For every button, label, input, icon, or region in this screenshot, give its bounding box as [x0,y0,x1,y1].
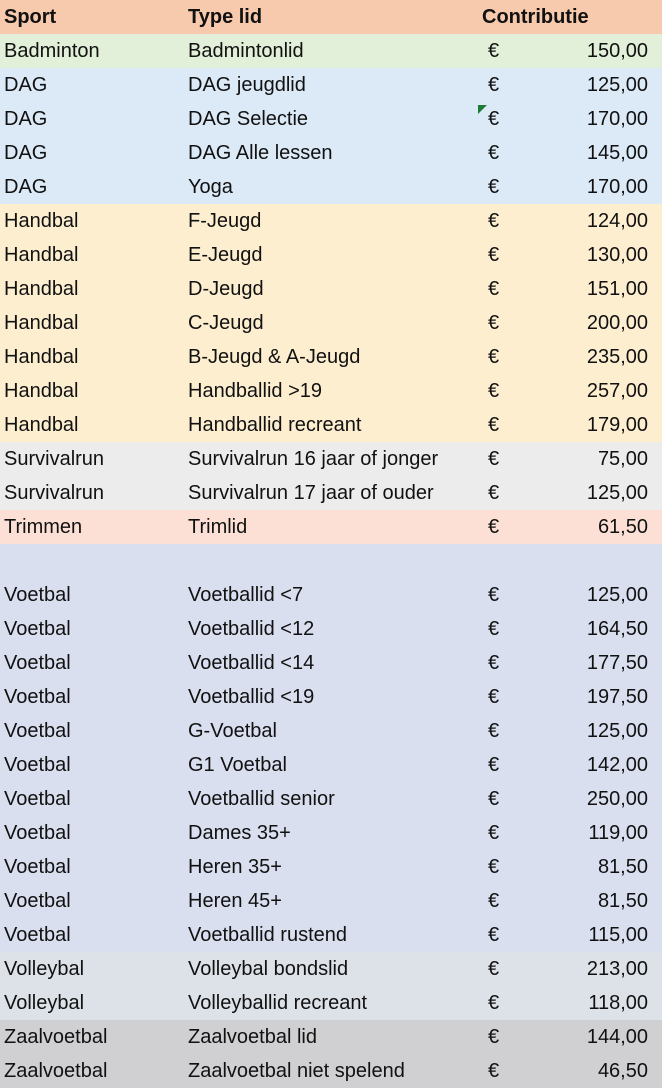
type-cell[interactable]: Voetballid <19 [188,686,315,708]
type-cell[interactable]: DAG Alle lessen [188,142,333,164]
type-cell[interactable]: Yoga [188,176,233,198]
currency-cell[interactable]: € [488,278,500,300]
currency-cell[interactable]: € [488,958,500,980]
type-cell[interactable]: DAG jeugdlid [188,74,306,96]
type-cell[interactable]: E-Jeugd [188,244,263,266]
amount-cell[interactable]: 213,00 [586,958,648,980]
sport-cell[interactable]: Voetbal [4,584,71,606]
table-row [0,68,662,102]
type-cell[interactable]: Volleybal bondslid [188,958,349,980]
amount-cell[interactable]: 145,00 [586,142,648,164]
currency-cell[interactable]: € [488,74,500,96]
amount-cell[interactable]: 125,00 [586,482,648,504]
table-body [0,34,662,1088]
type-cell[interactable]: Zaalvoetbal niet spelend [188,1060,405,1082]
currency-cell[interactable]: € [488,142,500,164]
currency-cell[interactable]: € [488,1060,500,1082]
table-row [0,340,662,374]
currency-cell[interactable]: € [488,618,500,640]
sport-cell[interactable]: Voetbal [4,890,71,912]
table-row [0,612,662,646]
currency-cell[interactable]: € [488,822,500,844]
type-cell[interactable]: G-Voetbal [188,720,277,742]
header-row [0,0,662,34]
table-row [0,442,662,476]
amount-cell[interactable]: 150,00 [586,40,648,62]
table-row [0,272,662,306]
table-row [0,578,662,612]
sport-cell[interactable]: Volleybal [4,992,85,1014]
type-cell[interactable]: Dames 35+ [188,822,291,844]
amount-cell[interactable]: 257,00 [586,380,648,402]
amount-cell[interactable]: 115,00 [588,924,648,946]
currency-cell[interactable]: € [488,346,500,368]
amount-cell[interactable]: 125,00 [586,74,648,96]
sport-cell[interactable]: Badminton [4,40,100,62]
currency-cell[interactable] [480,544,514,578]
table-row [0,136,662,170]
sport-cell[interactable]: Handbal [4,210,79,232]
currency-cell[interactable]: € [488,924,500,946]
sport-cell[interactable]: Handbal [4,312,79,334]
amount-cell[interactable]: 75,00 [597,448,648,470]
sport-cell[interactable]: Voetbal [4,720,71,742]
table-row [0,1054,662,1088]
amount-cell[interactable]: 118,00 [588,992,648,1014]
table-row [0,646,662,680]
currency-cell[interactable]: € [488,448,500,470]
type-cell[interactable]: Handballid >19 [188,380,322,402]
type-cell[interactable]: Zaalvoetbal lid [188,1026,317,1048]
table-row [0,510,662,544]
currency-cell[interactable]: € [488,244,500,266]
type-cell[interactable]: DAG Selectie [188,108,309,130]
amount-cell[interactable]: 144,00 [586,1026,648,1048]
table-row [0,714,662,748]
type-cell[interactable]: C-Jeugd [188,312,264,334]
sport-cell[interactable]: Handbal [4,278,79,300]
type-cell[interactable]: Badmintonlid [188,40,304,62]
sport-cell[interactable]: Handbal [4,244,79,266]
currency-cell[interactable]: € [488,686,500,708]
sport-cell[interactable]: Voetbal [4,754,71,776]
sport-cell[interactable]: Voetbal [4,618,71,640]
table-row [0,680,662,714]
table-row [0,170,662,204]
type-cell[interactable]: Handballid recreant [188,414,362,436]
table-row [0,204,662,238]
table-row [0,374,662,408]
table-row [0,918,662,952]
amount-cell[interactable]: 177,50 [586,652,648,674]
sport-cell[interactable]: Zaalvoetbal [4,1060,108,1082]
header-contribution: Contributie [482,6,589,28]
type-cell[interactable]: D-Jeugd [188,278,264,300]
amount-cell[interactable]: 81,50 [597,856,648,878]
type-cell[interactable]: Volleyballid recreant [188,992,367,1014]
sport-cell[interactable]: Handbal [4,414,79,436]
type-cell[interactable]: G1 Voetbal [188,754,287,776]
amount-cell[interactable]: 124,00 [586,210,648,232]
table-row [0,238,662,272]
sport-cell[interactable]: Volleybal [4,958,85,980]
type-cell[interactable]: B-Jeugd & A-Jeugd [188,346,361,368]
currency-cell[interactable]: € [488,516,500,538]
amount-cell[interactable]: 170,00 [586,176,648,198]
table-row [0,1020,662,1054]
sport-cell[interactable]: Survivalrun [4,482,105,504]
sport-cell[interactable]: DAG [4,74,48,96]
currency-cell[interactable]: € [488,176,500,198]
sport-cell[interactable]: Survivalrun [4,448,105,470]
currency-cell[interactable]: € [488,40,500,62]
sport-cell[interactable]: Handbal [4,380,79,402]
sport-cell[interactable]: Voetbal [4,788,71,810]
amount-cell[interactable]: 179,00 [586,414,648,436]
currency-cell[interactable]: € [488,482,500,504]
currency-cell[interactable]: € [488,856,500,878]
table-row [0,850,662,884]
amount-cell[interactable]: 125,00 [586,584,648,606]
type-cell[interactable]: Voetballid <12 [188,618,315,640]
table-row [0,306,662,340]
sport-cell[interactable]: Voetbal [4,924,71,946]
amount-cell[interactable]: 81,50 [597,890,648,912]
table-row [0,544,662,578]
currency-cell[interactable]: € [488,754,500,776]
type-cell[interactable]: Voetballid <14 [188,652,315,674]
type-cell[interactable]: Voetballid rustend [188,924,348,946]
sport-cell[interactable]: Handbal [4,346,79,368]
table-row [0,816,662,850]
amount-cell[interactable]: 170,00 [586,108,648,130]
table-row [0,476,662,510]
header-type: Type lid [188,6,263,28]
table-row [0,34,662,68]
type-cell[interactable]: Survivalrun 16 jaar of jonger [188,448,439,470]
currency-cell[interactable]: € [488,584,500,606]
table-row [0,952,662,986]
sport-cell[interactable]: Voetbal [4,856,71,878]
type-cell[interactable]: Trimlid [188,516,248,538]
amount-cell[interactable]: 151,00 [586,278,648,300]
currency-cell[interactable]: € [488,788,500,810]
comment-marker-icon [478,105,487,114]
amount-cell[interactable]: 197,50 [586,686,648,708]
type-cell[interactable]: Heren 35+ [188,856,282,878]
sport-cell[interactable] [0,544,184,578]
type-cell[interactable]: F-Jeugd [188,210,262,232]
amount-cell[interactable]: 200,00 [586,312,648,334]
amount-cell[interactable]: 164,50 [586,618,648,640]
table-row [0,986,662,1020]
currency-cell[interactable]: € [488,890,500,912]
amount-cell[interactable]: 61,50 [597,516,648,538]
table-row [0,782,662,816]
amount-cell[interactable]: 235,00 [586,346,648,368]
amount-cell[interactable]: 130,00 [586,244,648,266]
type-cell[interactable]: Voetballid <7 [188,584,304,606]
currency-cell[interactable]: € [488,312,500,334]
currency-cell[interactable]: € [488,1026,500,1048]
currency-cell[interactable]: € [488,414,500,436]
type-cell[interactable]: Voetballid senior [188,788,335,810]
sport-cell[interactable]: DAG [4,142,48,164]
currency-cell[interactable]: € [488,992,500,1014]
sport-cell[interactable]: DAG [4,108,48,130]
type-cell[interactable] [184,544,480,578]
table-row [0,408,662,442]
type-cell[interactable]: Heren 45+ [188,890,282,912]
amount-cell[interactable]: 250,00 [586,788,648,810]
type-cell[interactable]: Survivalrun 17 jaar of ouder [188,482,434,504]
amount-cell[interactable]: 125,00 [586,720,648,742]
sport-cell[interactable]: Voetbal [4,822,71,844]
amount-cell[interactable]: 46,50 [597,1060,648,1082]
amount-cell[interactable] [514,544,662,578]
sport-cell[interactable]: Voetbal [4,686,71,708]
currency-cell[interactable]: € [488,652,500,674]
table-row [0,884,662,918]
currency-cell[interactable]: € [488,720,500,742]
sport-cell[interactable]: Voetbal [4,652,71,674]
currency-cell[interactable]: € [488,380,500,402]
header-sport: Sport [4,6,57,28]
sport-cell[interactable]: Zaalvoetbal [4,1026,108,1048]
amount-cell[interactable]: 119,00 [588,822,648,844]
amount-cell[interactable]: 142,00 [586,754,648,776]
currency-cell[interactable]: € [488,108,500,130]
currency-cell[interactable]: € [488,210,500,232]
sport-cell[interactable]: Trimmen [4,516,83,538]
table-row [0,102,662,136]
sport-cell[interactable]: DAG [4,176,48,198]
table-row [0,748,662,782]
